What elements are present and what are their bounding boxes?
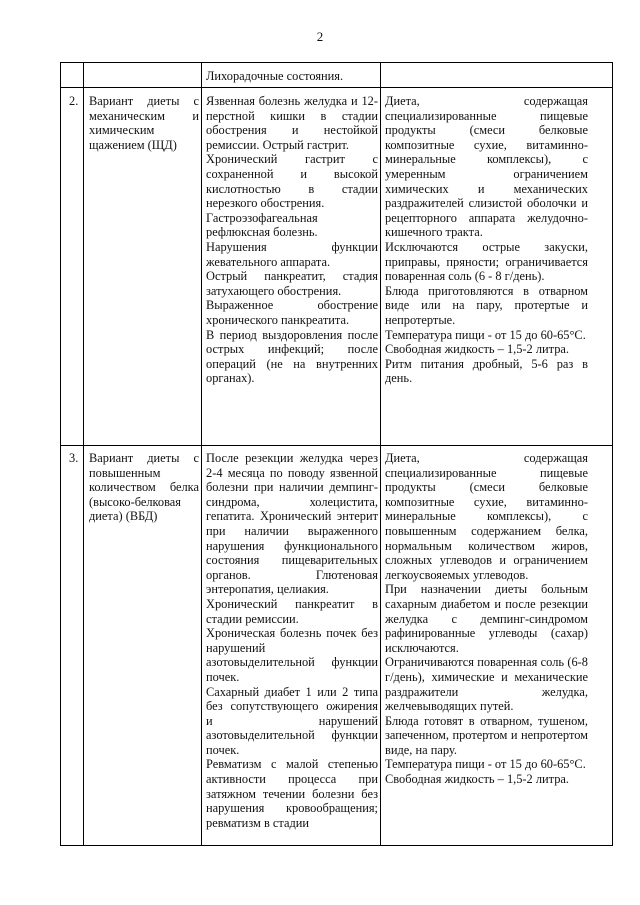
diet-text: Ритм питания дробный, 5-6 раз в день. xyxy=(385,356,588,386)
diet-text: Диета, содержащая специализированные пищевые продукты (смеси белковые композитные сухие, витаминно-минеральные комплексы), с умеренным ограничением химических и механических раздражителей слизистой оболочки и рецепторного аппарата желудочно-кишечного тракта. xyxy=(385,94,588,240)
indication-text: Ревматизм с малой степенью активности процесса при затяжном течении болезни без нарушения кровообращения; ревматизм в стадии xyxy=(206,757,378,830)
page-number: 2 xyxy=(316,29,324,44)
variant-text: Вариант диеты с повышенным количеством белка (высоко-белковая диета) (ВБД) xyxy=(89,451,199,524)
indication-text: Гастроэзофагеальная рефлюксная болезнь. xyxy=(206,210,318,240)
indication-text: Хронический гастрит с сохраненной и высокой кислотностью в стадии нерезкого обострения. xyxy=(206,152,378,211)
indications-cell xyxy=(206,451,378,830)
diet-text: При назначении диеты больным сахарным диабетом и после резекции желудка с демпинг-синдромом рафинированные углеводы (сахар) исключаются. xyxy=(385,582,588,655)
diet-text: Температура пищи - от 15 до 60-65°С. xyxy=(385,757,586,772)
column-divider xyxy=(83,63,84,845)
row-divider xyxy=(61,87,612,88)
indication-text: Выраженное обострение хронического панкреатита. xyxy=(206,298,378,327)
diet-text: Блюда приготовляются в отварном виде или на пару, протертые и непротертые. xyxy=(385,283,588,327)
column-divider xyxy=(201,63,202,845)
indication-text: Лихорадочные состояния. xyxy=(206,69,344,83)
indication-text: Острый панкреатит, стадия затухающего обострения. xyxy=(206,269,378,298)
diet-cell xyxy=(385,451,588,787)
row-number: 2. xyxy=(69,94,79,108)
diet-text: Температура пищи - от 15 до 60-65°С. xyxy=(385,327,586,342)
diet-table xyxy=(60,62,613,846)
diet-text: Свободная жидкость – 1,5-2 литра. xyxy=(385,772,570,787)
indication-text: Хронический панкреатит в стадии ремиссии. xyxy=(206,596,378,626)
column-divider xyxy=(380,63,381,845)
diet-text: Диета, содержащая специализированные пищевые продукты (смеси белковые композитные сухие, витаминно-минеральные комплексы), с повышенным содержанием белка, нормальным количеством жиров, сложных углеводов и ограничением легкоусвояемых углеводов. xyxy=(385,451,588,582)
diet-text: Свободная жидкость – 1,5-2 литра. xyxy=(385,342,570,357)
indications-cell xyxy=(206,69,378,84)
variant-cell xyxy=(89,451,199,524)
diet-text: Исключаются острые закуски, приправы, пряности; ограничивается поваренная соль (6 - 8 г/день). xyxy=(385,239,588,284)
indication-text: Хроническая болезнь почек без нарушений xyxy=(206,626,378,655)
row-divider xyxy=(61,445,612,446)
variant-text: Вариант диеты с механическим и химическим щажением (ЩД) xyxy=(89,94,199,152)
diet-text: Блюда готовят в отварном, тушеном, запеченном, протертом и непротертом виде, на пару. xyxy=(385,713,588,757)
diet-text: Ограничиваются поваренная соль (6-8 г/день), химические и механические раздражители желудка, желчевыводящих путей. xyxy=(385,655,588,714)
indication-text: Сахарный диабет 1 или 2 типа без сопутствующего ожирения и нарушений азотовыделительной функции почек. xyxy=(206,684,378,757)
row-number: 3. xyxy=(69,451,79,465)
indication-text: В период выздоровления после острых инфекций; после операций (не на внутренних органах). xyxy=(206,327,378,386)
indication-text: Язвенная болезнь желудка и 12-перстной кишки в стадии обострения и нестойкой ремиссии. Острый гастрит. xyxy=(206,94,378,152)
indication-text: Нарушения функции жевательного аппарата. xyxy=(206,239,378,269)
variant-cell xyxy=(89,94,199,152)
diet-cell xyxy=(385,94,588,386)
indications-cell xyxy=(206,94,378,386)
indication-text: После резекции желудка через 2-4 месяца по поводу язвенной болезни при наличии демпинг-синдрома, холецистита, гепатита. Хронический энтерит при наличии выраженного нарушения функционального состояния пищеварительных органов. Глютеновая энтеропатия, целиакия. xyxy=(206,451,378,597)
indication-text: азотовыделительной функции почек. xyxy=(206,655,378,684)
